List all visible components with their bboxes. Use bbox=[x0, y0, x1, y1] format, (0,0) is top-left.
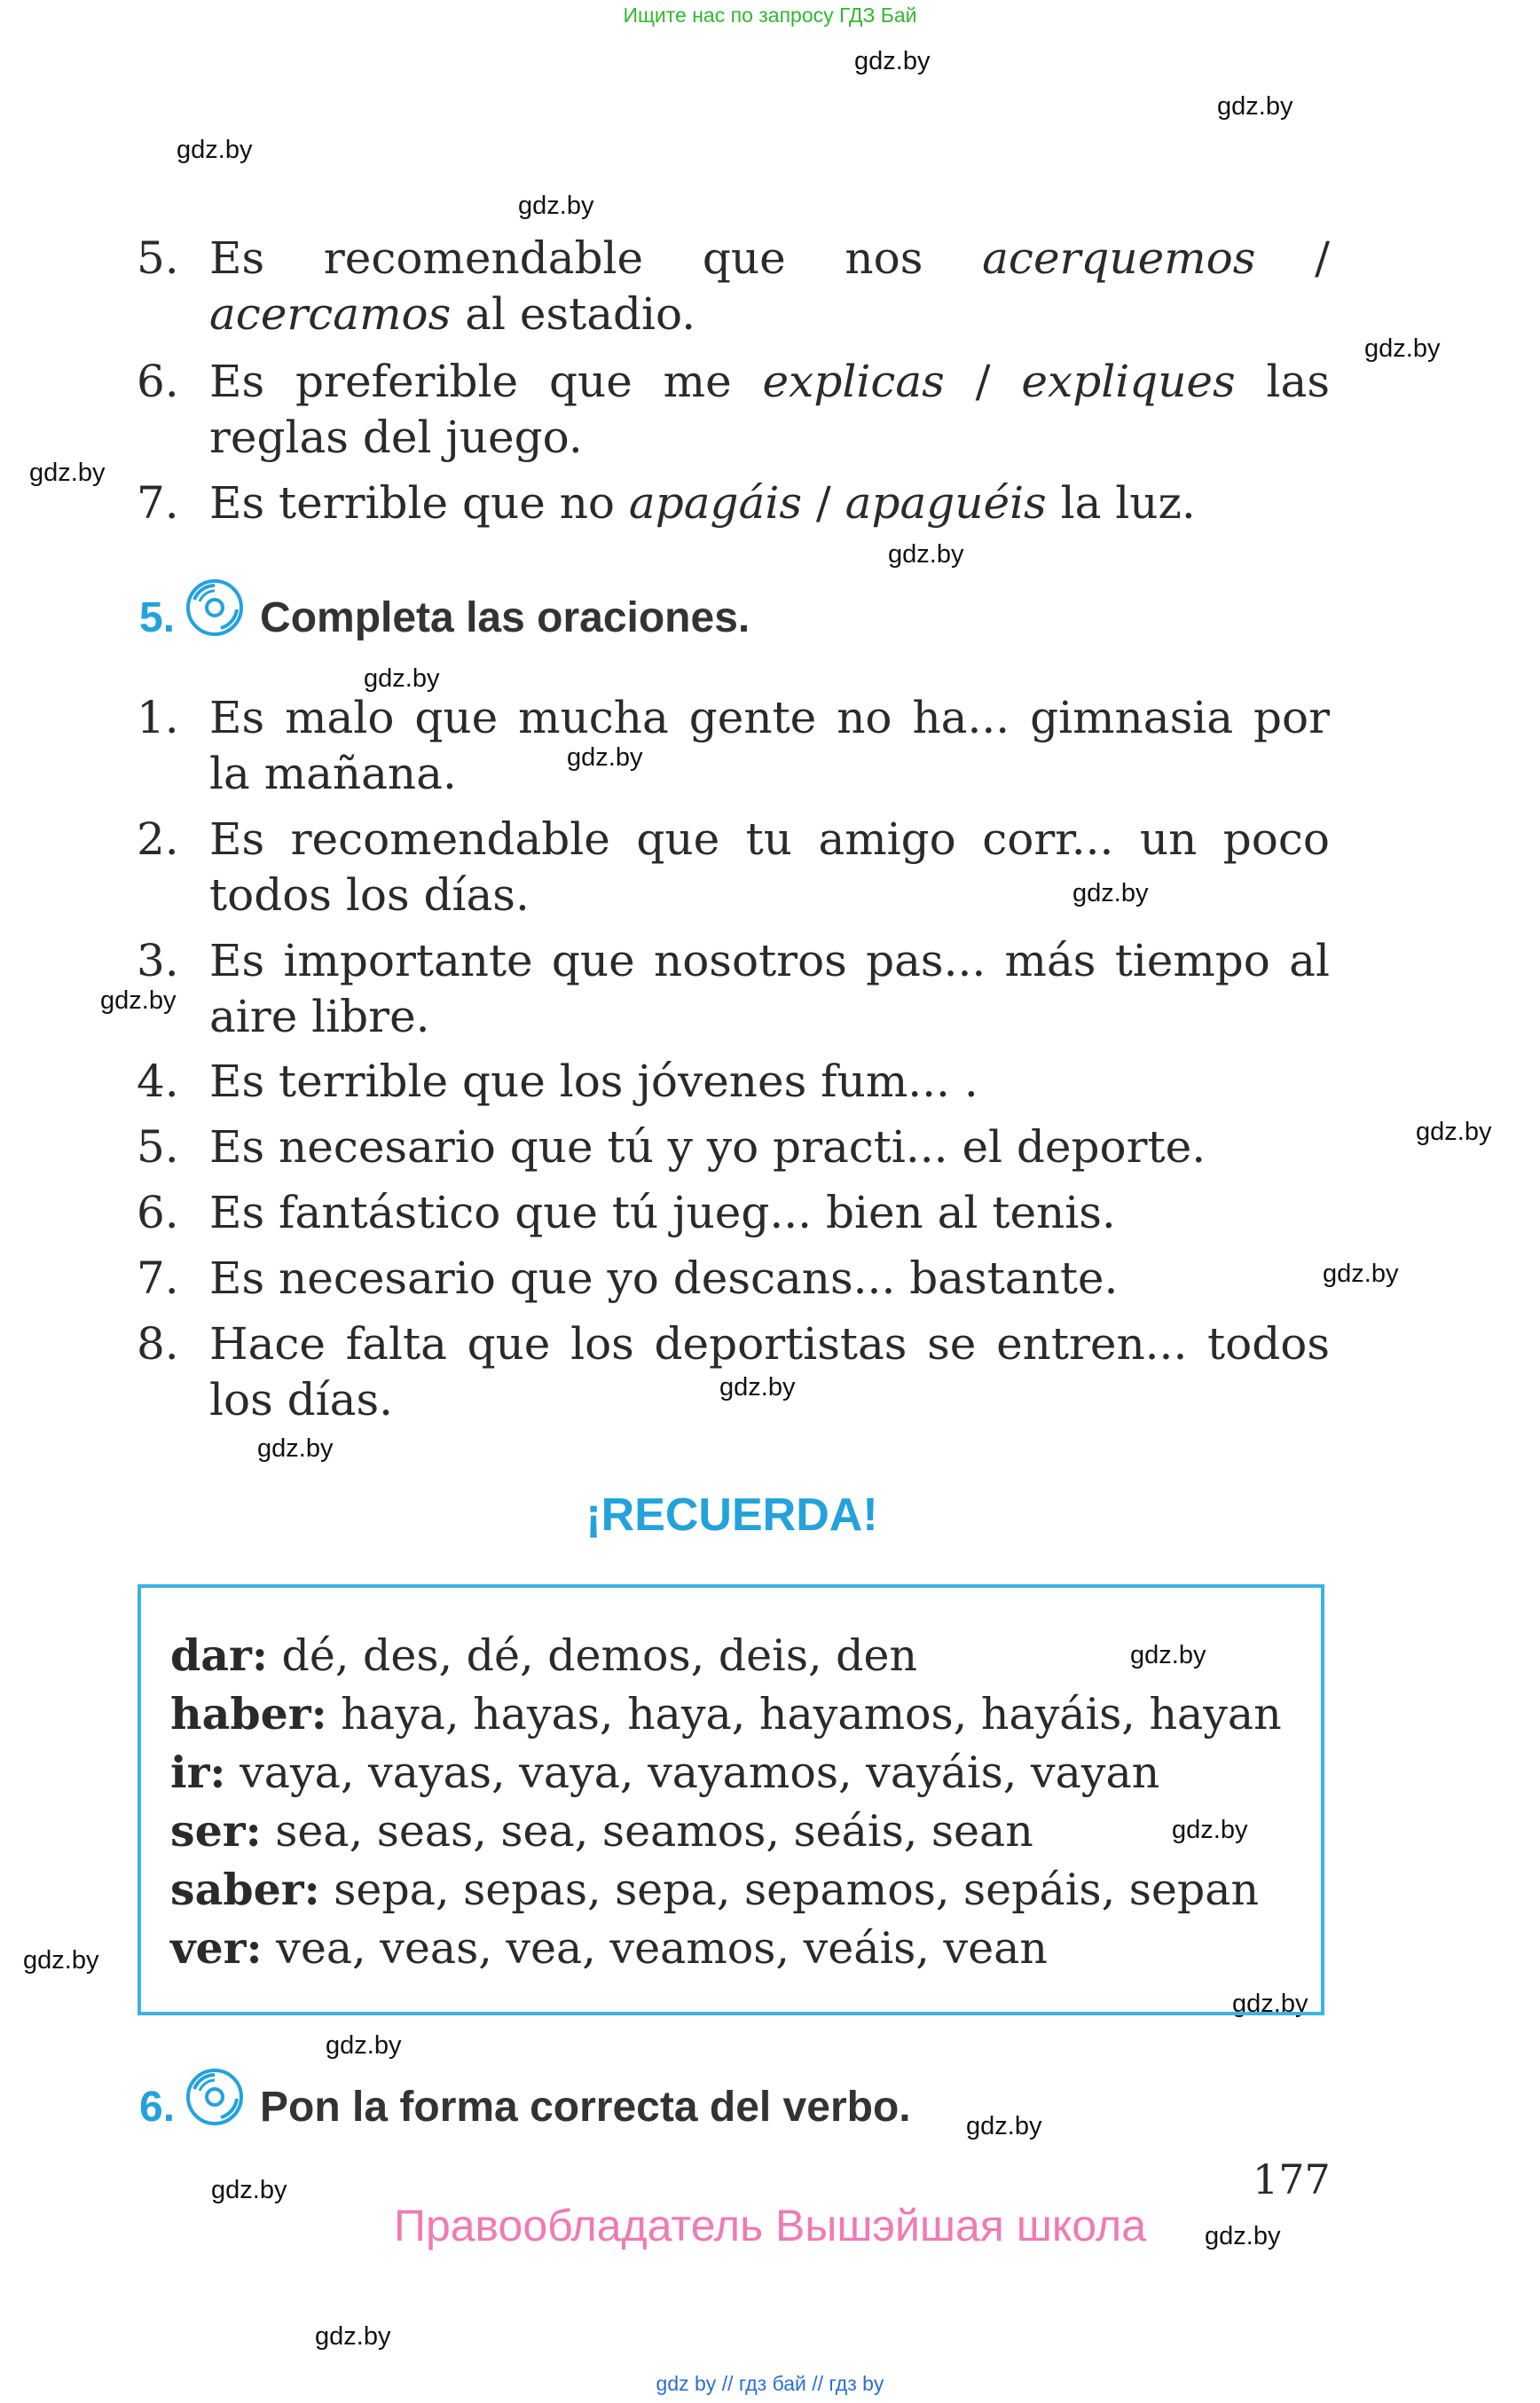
top-banner: Ищите нас по запросу ГДЗ Бай bbox=[623, 4, 917, 27]
list-item bbox=[137, 1054, 1330, 1110]
verb: haber: bbox=[170, 1688, 327, 1739]
item-text: Hace falta que los deportistas se entren... todos los días. bbox=[209, 1318, 1330, 1425]
recuerda-heading: ¡RECUERDA! bbox=[585, 1489, 878, 1541]
watermark: gdz.by bbox=[1416, 1118, 1492, 1146]
conjugation-row bbox=[170, 1919, 1048, 1978]
list-item bbox=[137, 1119, 1330, 1175]
item-number: 8. bbox=[137, 1318, 179, 1370]
list-item bbox=[137, 1251, 1330, 1307]
item-text: Es fantástico que tú jueg... bien al tenis. bbox=[209, 1187, 1116, 1238]
conjugation-row bbox=[170, 1860, 1259, 1920]
task-5-heading bbox=[139, 591, 750, 650]
item-number: 5. bbox=[137, 232, 179, 284]
list-item: 7. Es terrible que no apagáis / apaguéis la luz. bbox=[137, 475, 1330, 531]
watermark: gdz.by bbox=[315, 2322, 391, 2351]
item-text: Es necesario que yo descans... bastante. bbox=[209, 1253, 1119, 1304]
watermark: gdz.by bbox=[364, 664, 440, 693]
option-1: apagáis bbox=[628, 477, 802, 529]
watermark: gdz.by bbox=[719, 1373, 796, 1402]
watermark: gdz.by bbox=[1172, 1816, 1248, 1844]
forms: sepa, sepas, sepa, sepamos, sepáis, sepan bbox=[319, 1865, 1259, 1915]
watermark: gdz.by bbox=[23, 1946, 99, 1975]
item-text: Es terrible que los jóvenes fum... . bbox=[209, 1056, 978, 1107]
watermark: gdz.by bbox=[211, 2176, 287, 2204]
option-2: apaguéis bbox=[845, 477, 1047, 529]
watermark: gdz.by bbox=[1130, 1641, 1206, 1669]
task-title: Completa las oraciones. bbox=[260, 594, 750, 642]
verb: ser: bbox=[170, 1805, 262, 1857]
list-item bbox=[137, 1185, 1330, 1241]
verb: ver: bbox=[170, 1922, 263, 1974]
page-number: 177 bbox=[1253, 2156, 1331, 2203]
bottom-links[interactable]: gdz by // гдз бай // гдз by bbox=[656, 2372, 884, 2395]
item-text: Es recomendable que tu amigo corr... un poco todos los días. bbox=[209, 813, 1330, 921]
task-title: Pon la forma correcta del verbo. bbox=[260, 2084, 911, 2132]
watermark: gdz.by bbox=[1364, 334, 1441, 363]
forms: vaya, vayas, vaya, vayamos, vayáis, vayan bbox=[225, 1747, 1160, 1798]
list-item: 5. Es recomendable que nos acerquemos / acercamos al estadio. bbox=[137, 232, 1330, 340]
list-item bbox=[137, 1316, 1330, 1428]
conjugation-row bbox=[170, 1684, 1282, 1744]
item-number: 4. bbox=[137, 1056, 179, 1107]
forms: sea, seas, sea, seamos, seáis, sean bbox=[261, 1806, 1033, 1857]
list-item bbox=[137, 933, 1330, 1045]
option-1: explicas bbox=[762, 356, 945, 407]
watermark: gdz.by bbox=[888, 540, 964, 569]
watermark: gdz.by bbox=[29, 459, 106, 487]
forms: vea, veas, vea, veamos, veáis, vean bbox=[262, 1923, 1048, 1974]
conjugation-row bbox=[170, 1802, 1033, 1861]
option-1: acerquemos bbox=[982, 232, 1256, 284]
watermark: gdz.by bbox=[1232, 1990, 1308, 2018]
item-number: 5. bbox=[137, 1121, 179, 1173]
item-text: Es importante que nosotros pas... más tiempo al aire libre. bbox=[209, 935, 1330, 1042]
task-6-heading bbox=[139, 2080, 911, 2140]
item-number: 7. bbox=[137, 477, 179, 529]
item-number: 2. bbox=[137, 813, 179, 865]
watermark: gdz.by bbox=[567, 743, 643, 772]
watermark: gdz.by bbox=[854, 47, 931, 75]
item-number: 3. bbox=[137, 935, 179, 986]
list-item bbox=[137, 812, 1330, 923]
watermark: gdz.by bbox=[257, 1434, 334, 1463]
watermark: gdz.by bbox=[1323, 1260, 1399, 1288]
item-number: 6. bbox=[137, 1187, 179, 1238]
list-item bbox=[137, 690, 1330, 802]
item-number: 6. bbox=[137, 356, 179, 407]
verb: ir: bbox=[170, 1747, 226, 1798]
watermark: gdz.by bbox=[1205, 2222, 1281, 2250]
forms: dé, des, dé, demos, deis, den bbox=[267, 1630, 918, 1681]
watermark: gdz.by bbox=[100, 986, 177, 1015]
watermark: gdz.by bbox=[1217, 92, 1293, 121]
verb: dar: bbox=[170, 1629, 268, 1681]
rights-holder: Правообладатель Вышэйшая школа bbox=[394, 2201, 1146, 2250]
conjugation-row bbox=[170, 1743, 1159, 1802]
conjugation-row bbox=[170, 1626, 917, 1685]
item-text: Es necesario que tú y yo practi... el deporte. bbox=[209, 1121, 1206, 1173]
audio-disc-icon bbox=[185, 2068, 244, 2140]
item-number: 1. bbox=[137, 692, 179, 743]
watermark: gdz.by bbox=[177, 136, 253, 164]
item-text: Es malo que mucha gente no ha... gimnasia por la mañana. bbox=[209, 692, 1330, 799]
forms: haya, hayas, haya, hayamos, hayáis, hayan bbox=[326, 1689, 1282, 1739]
option-2: acercamos bbox=[209, 288, 452, 340]
watermark: gdz.by bbox=[518, 192, 594, 220]
verb: saber: bbox=[170, 1864, 320, 1915]
audio-disc-icon bbox=[185, 578, 244, 650]
item-number: 7. bbox=[137, 1253, 179, 1304]
watermark: gdz.by bbox=[966, 2112, 1042, 2140]
watermark: gdz.by bbox=[326, 2031, 402, 2060]
list-item: 6. Es preferible que me explicas / expliques las reglas del juego. bbox=[137, 356, 1330, 463]
task-number: 5. bbox=[139, 594, 176, 642]
task-number: 6. bbox=[139, 2084, 176, 2132]
option-2: expliques bbox=[1021, 356, 1236, 407]
watermark: gdz.by bbox=[1072, 879, 1149, 907]
